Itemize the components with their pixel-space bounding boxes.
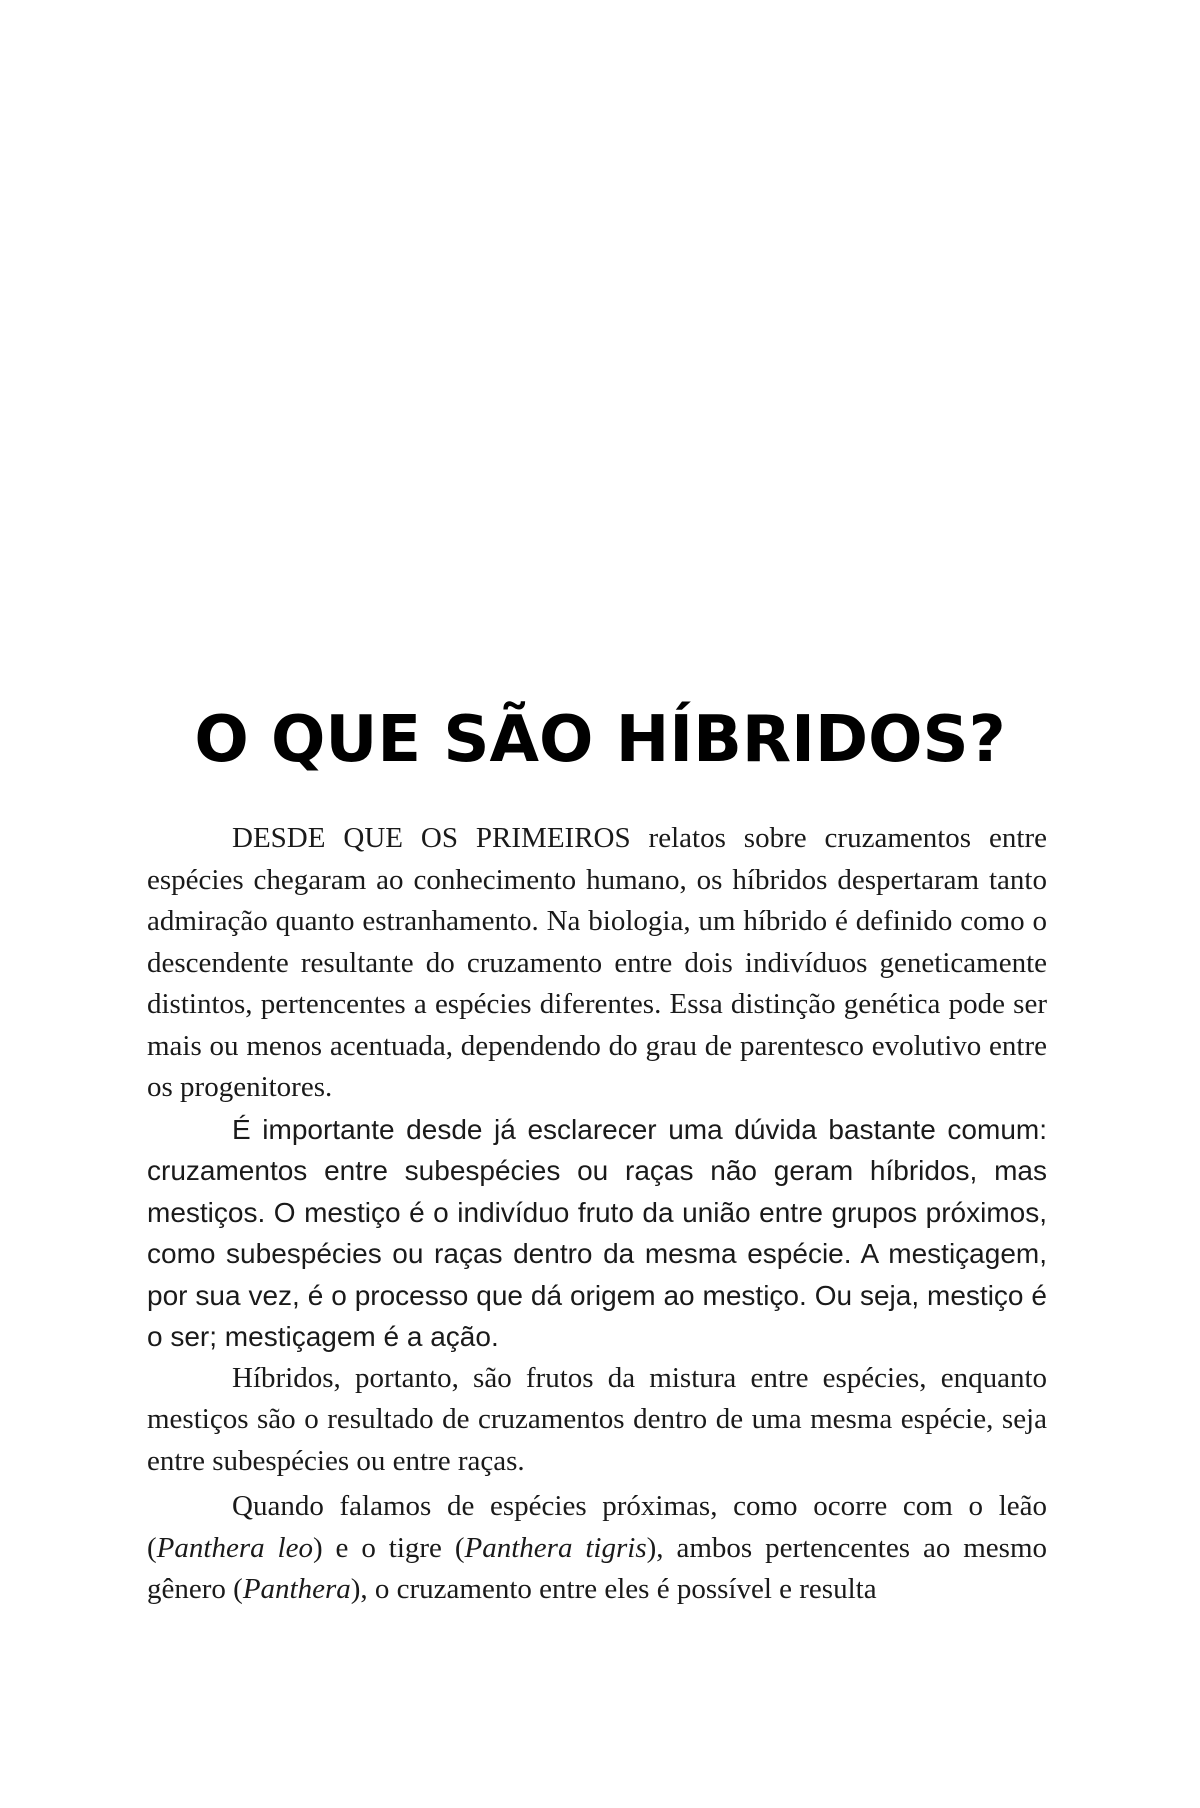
- paragraph-panthera: [147, 1486, 1047, 1611]
- text-segment: ), ambos pertencentes ao mesmo gênero (: [147, 1531, 1048, 1605]
- body-text: [147, 818, 1047, 1611]
- text-segment: ) e o tigre (: [312, 1531, 465, 1564]
- text-segment: Quando falamos de espécies próximas, como ocorre com o leão (: [147, 1490, 1047, 1564]
- chapter-title: O QUE SÃO HÍBRIDOS?: [194, 703, 1006, 777]
- species-name-tigris: Panthera tigris: [464, 1531, 647, 1564]
- paragraph-hibridos: Híbridos, portanto, são frutos da mistura entre espécies, enquanto mestiços são o resultado de cruzamentos dentro de uma mesma espécie, seja entre subespécies ou entre raças.: [147, 1361, 1047, 1477]
- genus-name-panthera: Panthera: [242, 1573, 351, 1605]
- paragraph-intro-text: relatos sobre cruzamentos entre espécies chegaram ao conhecimento humano, os híbridos despertaram tanto admiração quanto estranhamento. Na biologia, um híbrido é definido como o descendente resultante do cruzamento entre dois indivíduos geneticamente distintos, pertencentes a espécies diferentes. Essa distinção genética pode ser mais ou menos acentuada, dependendo do grau de parentesco evolutivo entre os progenitores.: [147, 822, 1047, 1103]
- paragraph-mestico: É importante desde já esclarecer uma dúvida bastante comum: cruzamentos entre subespécies ou raças não geram híbridos, mas mestiços. O mestiço é o indivíduo fruto da união entre grupos próximos, como subespécies ou raças dentro da mesma espécie. A mestiçagem, por sua vez, é o processo que dá origem ao mestiço. Ou seja, mestiço é o ser; mestiçagem é a ação.: [147, 1113, 1047, 1352]
- paragraph-intro: [147, 818, 1047, 1109]
- paragraph-lead-in: DESDE QUE OS PRIMEIROS: [232, 822, 631, 854]
- species-name-leo: Panthera leo: [156, 1531, 313, 1564]
- text-segment: ), o cruzamento entre eles é possível e resulta: [350, 1573, 877, 1605]
